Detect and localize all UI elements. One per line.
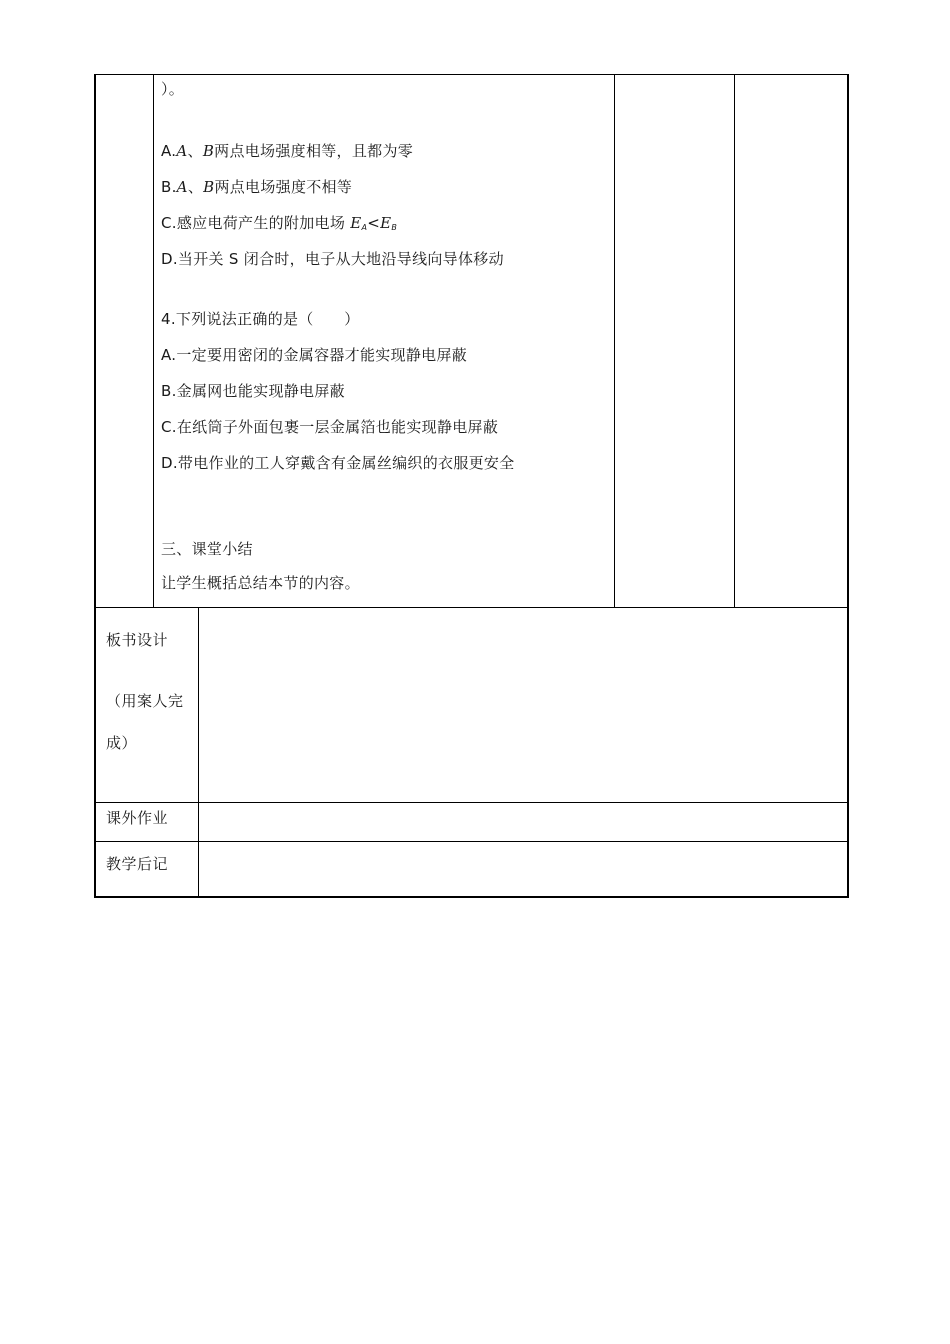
summary-text: 让学生概括总结本节的内容。 xyxy=(161,574,360,592)
column-divider xyxy=(153,75,154,608)
row-divider xyxy=(96,841,847,842)
q4-stem: 4.下列说法正确的是（ ） xyxy=(161,310,360,328)
column-divider xyxy=(198,608,199,896)
reflection-label: 教学后记 xyxy=(106,855,169,873)
q4-option-d: D.带电作业的工人穿戴含有金属丝编织的衣服更安全 xyxy=(161,454,515,472)
summary-title: 三、课堂小结 xyxy=(161,540,253,558)
question-end: ）。 xyxy=(161,80,185,98)
row-divider xyxy=(96,802,847,803)
q4-option-a: A.一定要用密闭的金属容器才能实现静电屏蔽 xyxy=(161,346,468,364)
board-design-label: 板书设计 xyxy=(106,631,169,649)
q3-option-c: C.感应电荷产生的附加电场 $E_A<E_B$ xyxy=(161,214,398,232)
homework-label: 课外作业 xyxy=(106,809,169,827)
board-design-note: （用案人完 xyxy=(106,692,184,710)
board-design-note-cont: 成） xyxy=(106,734,138,752)
q3-option-b: B.A、B两点电场强度不相等 xyxy=(161,178,353,196)
column-divider xyxy=(614,75,615,608)
column-divider xyxy=(734,75,735,608)
q3-option-d: D.当开关 S 闭合时，电子从大地沿导线向导体移动 xyxy=(161,250,504,268)
lesson-table-lower xyxy=(94,607,849,898)
q4-option-b: B.金属网也能实现静电屏蔽 xyxy=(161,382,345,400)
q4-option-c: C.在纸筒子外面包裹一层金属箔也能实现静电屏蔽 xyxy=(161,418,499,436)
q3-option-a: A.A、B两点电场强度相等，且都为零 xyxy=(161,142,414,160)
